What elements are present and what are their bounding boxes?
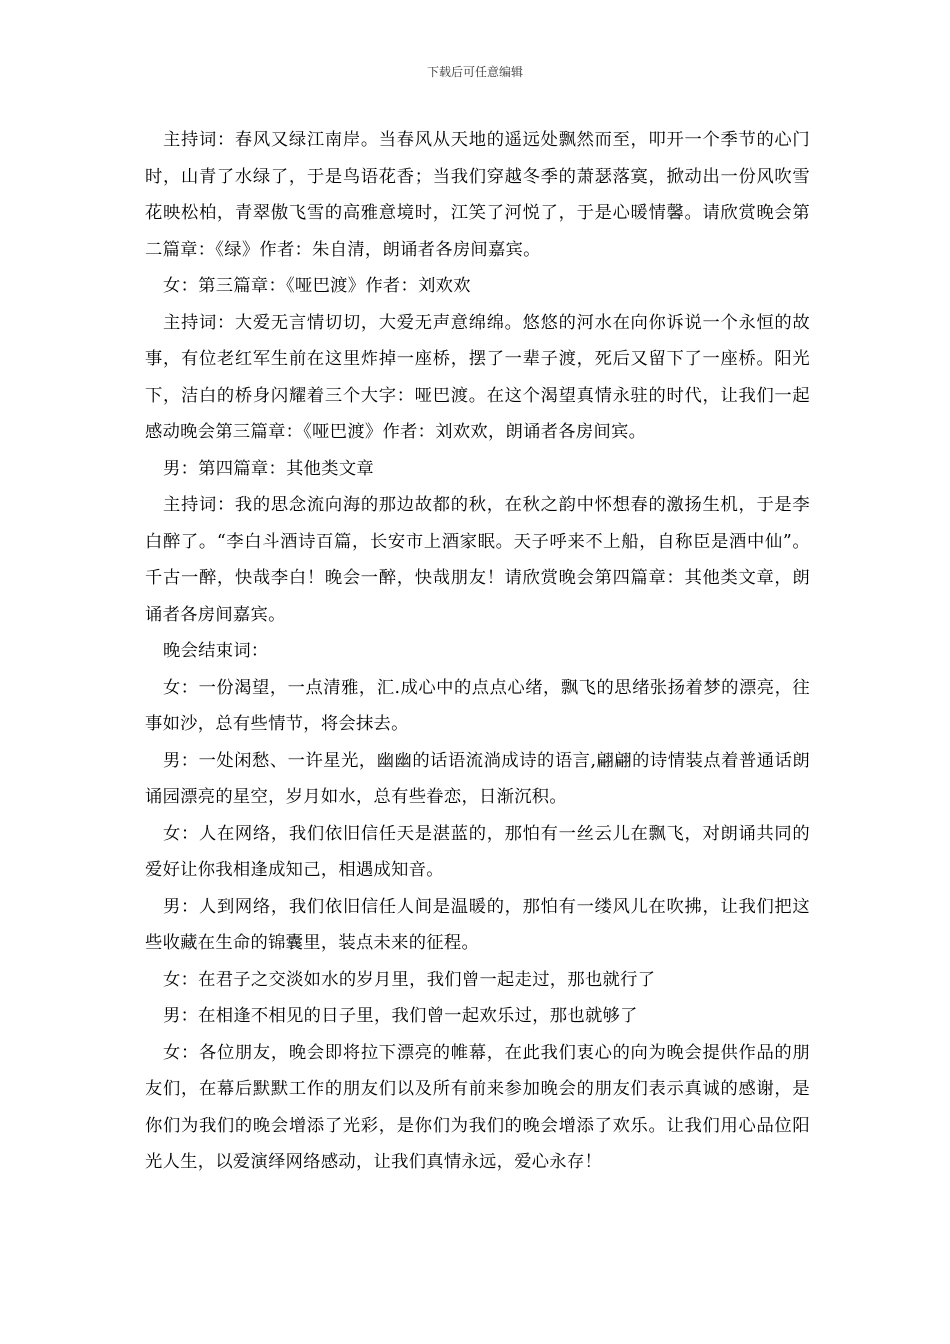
paragraph-closing-4: 男：人到网络，我们依旧信任人间是温暖的，那怕有一缕风儿在吹拂，让我们把这些收藏在生命的锦囊里，装点未来的征程。 [145,896,810,953]
paragraph-host-bridge: 主持词：大爱无言情切切，大爱无声意绵绵。悠悠的河水在向你诉说一个永恒的故事，有位老红军生前在这里炸掉一座桥，摆了一辈子渡，死后又留下了一座桥。阳光下，洁白的桥身闪耀着三个大字：哑巴渡。在这个渴望真情永驻的时代，让我们一起感动晚会第三篇章：《哑巴渡》作者：刘欢欢，朗诵者各房间宾。 [145,312,810,442]
paragraph-closing-5: 女：在君子之交淡如水的岁月里，我们曾一起走过，那也就行了 [163,969,656,990]
paragraph-chapter-four: 男：第四篇章：其他类文章 [163,458,374,479]
paragraph-host-green: 主持词：春风又绿江南岸。当春风从天地的遥远处飘然而至，叩开一个季节的心门时，山青了水绿了，于是鸟语花香；当我们穿越冬季的萧瑟落寞，掀动出一份风吹雪花映松柏，青翠傲飞雪的高雅意境时，江笑了河悦了，于是心暖情馨。请欣赏晚会第二篇章：《绿》作者：朱自清，朗诵者各房间嘉宾。 [145,130,810,260]
page-header: 下载后可任意编辑 [426,65,523,79]
paragraph-closing-3: 女：人在网络，我们依旧信任天是湛蓝的，那怕有一丝云儿在飘飞，对朗诵共同的爱好让你我相逢成知己，相遇成知音。 [145,823,810,880]
paragraph-closing-2: 男：一处闲愁、一许星光，幽幽的话语流淌成诗的语言,翩翩的诗情装点着普通话朗诵园漂亮的星空，岁月如水，总有些眷恋，日渐沉积。 [145,750,810,807]
paragraph-closing-title: 晚会结束词： [163,641,269,661]
paragraph-chapter-three: 女：第三篇章：《哑巴渡》作者：刘欢欢 [163,276,471,296]
document-body [145,122,810,1181]
paragraph-closing-6: 男：在相逢不相见的日子里，我们曾一起欢乐过，那也就够了 [163,1006,638,1026]
paragraph-closing-1: 女：一份渴望，一点清雅，汇.成心中的点点心绪，飘飞的思绪张扬着梦的漂亮，往事如沙，总有些情节，将会抹去。 [145,677,810,734]
paragraph-closing-final: 女：各位朋友，晚会即将拉下漂亮的帷幕，在此我们衷心的向为晚会提供作品的朋友们，在幕后默默工作的朋友们以及所有前来参加晚会的朋友们表示真诚的感谢，是你们为我们的晚会增添了光彩，是你们为我们的晚会增添了欢乐。让我们用心品位阳光人生，以爱演绎网络感动，让我们真情永远，爱心永存！ [145,1042,810,1172]
paragraph-host-libai: 主持词：我的思念流向海的那边故都的秋，在秋之韵中怀想春的激扬生机，于是李白醉了。“李白斗酒诗百篇，长安市上酒家眠。天子呼来不上船，自称臣是酒中仙”。千古一醉，快哉李白！晚会一醉，快哉朋友！请欣赏晚会第四篇章：其他类文章，朗诵者各房间嘉宾。 [145,495,810,625]
